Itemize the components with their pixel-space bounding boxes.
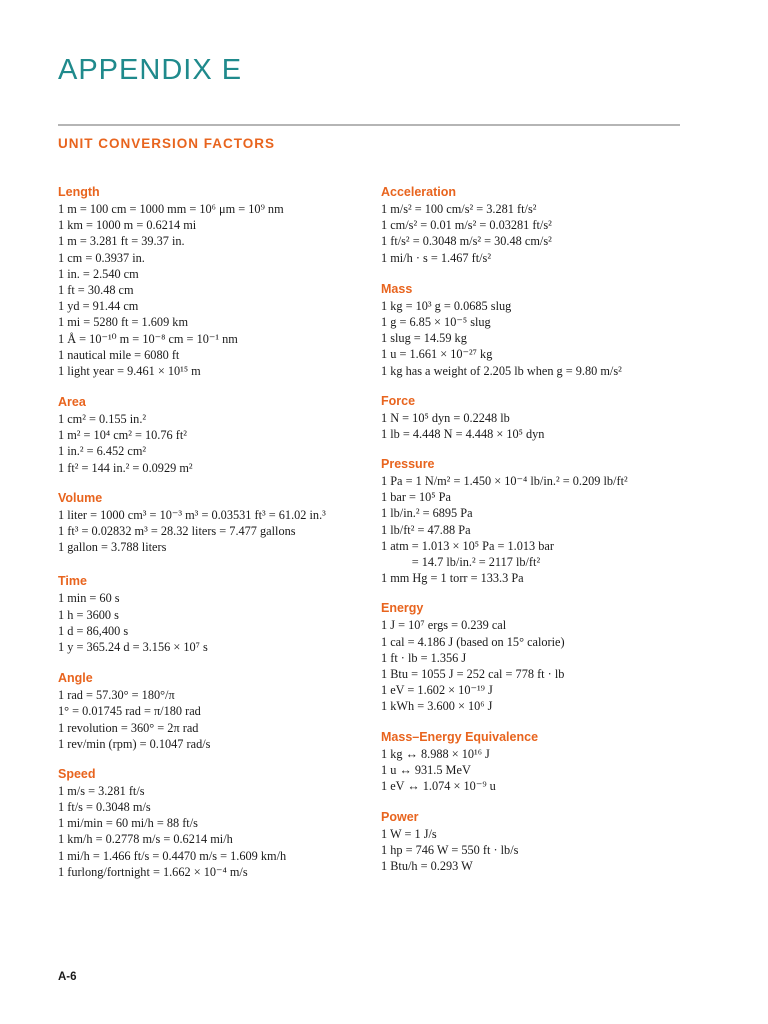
conversion-line: 1 cm = 0.3937 in. [58, 250, 145, 265]
conversion-line: 1 mm Hg = 1 torr = 133.3 Pa [381, 571, 524, 586]
conversion-line: 1 cm² = 0.155 in.² [58, 412, 147, 427]
conversion-line: 1 kg = 10³ g = 0.0685 slug [381, 298, 512, 313]
conversion-line: 1 ft/s² = 0.3048 m/s² = 30.48 cm/s² [381, 234, 552, 249]
conversion-line: 1 cal = 4.186 J (based on 15° calorie) [381, 634, 565, 649]
conversion-line: 1 nautical mile = 6080 ft [58, 347, 180, 362]
conversion-line: 1 kWh = 3.600 × 10⁶ J [381, 699, 493, 714]
section-energy [381, 600, 711, 714]
conversion-line: 1 yd = 91.44 cm [58, 299, 139, 314]
conversion-line: 1 Btu = 1055 J = 252 cal = 778 ft · lb [381, 666, 565, 681]
right-column [381, 184, 711, 875]
conversion-line: 1 g = 6.85 × 10⁻⁵ slug [381, 314, 491, 329]
section-force [381, 393, 711, 442]
conversion-line: 1 W = 1 J/s [381, 827, 437, 842]
conversion-line: 1 mi/h · s = 1.467 ft/s² [381, 250, 492, 265]
conversion-line: 1 m = 3.281 ft = 39.37 in. [58, 234, 185, 249]
section-volume [58, 490, 373, 556]
conversion-line: 1 rad = 57.30° = 180°/π [58, 688, 175, 703]
conversion-line: 1 y = 365.24 d = 3.156 × 10⁷ s [58, 639, 208, 654]
conversion-line: 1 min = 60 s [58, 591, 120, 606]
section-power [381, 809, 711, 875]
left-column [58, 184, 373, 880]
conversion-line: 1 revolution = 360° = 2π rad [58, 720, 199, 735]
conversion-line: 1 m/s² = 100 cm/s² = 3.281 ft/s² [381, 202, 537, 216]
conversion-line: 1 m² = 10⁴ cm² = 10.76 ft² [58, 428, 187, 443]
section-mass-energy-equivalence [381, 729, 711, 795]
conversion-line: 1 m = 100 cm = 1000 mm = 10⁶ μm = 10⁹ nm [58, 202, 284, 216]
section-heading: Speed [58, 766, 96, 781]
conversion-line: 1 light year = 9.461 × 10¹⁵ m [58, 363, 201, 378]
page-number: A-6 [58, 971, 77, 983]
conversion-line: 1 d = 86,400 s [58, 623, 129, 638]
conversion-line: 1 h = 3600 s [58, 607, 119, 622]
section-length [58, 184, 373, 379]
conversion-line: 1 ft/s = 0.3048 m/s [58, 800, 151, 815]
section-acceleration [381, 184, 711, 266]
conversion-line: 1 Btu/h = 0.293 W [381, 859, 473, 874]
section-angle [58, 670, 373, 752]
section-heading: Pressure [381, 457, 435, 472]
conversion-line: 1 in.² = 6.452 cm² [58, 444, 147, 459]
conversion-line: 1 lb/ft² = 47.88 Pa [381, 522, 471, 537]
conversion-line: 1 km/h = 0.2778 m/s = 0.6214 mi/h [58, 832, 233, 847]
conversion-line: 1 bar = 10⁵ Pa [381, 490, 451, 505]
conversion-line: 1 mi/min = 60 mi/h = 88 ft/s [58, 816, 198, 831]
section-heading: Volume [58, 490, 103, 505]
section-heading: Length [58, 185, 100, 199]
section-heading: Energy [381, 601, 424, 616]
conversion-line: 1 lb = 4.448 N = 4.448 × 10⁵ dyn [381, 426, 545, 441]
conversion-line: 1 ft² = 144 in.² = 0.0929 m² [58, 460, 193, 475]
title-divider [58, 124, 680, 126]
conversion-line: 1 kg has a weight of 2.205 lb when g = 9.80 m/s² [381, 363, 622, 378]
section-heading: Mass–Energy Equivalence [381, 729, 539, 744]
section-area [58, 394, 373, 476]
conversion-line: 1 ft = 30.48 cm [58, 282, 134, 297]
conversion-line: 1 cm/s² = 0.01 m/s² = 0.03281 ft/s² [381, 218, 552, 233]
section-heading: Mass [381, 281, 413, 296]
conversion-line: 1 slug = 14.59 kg [381, 331, 467, 346]
conversion-line: 1 rev/min (rpm) = 0.1047 rad/s [58, 736, 211, 751]
conversion-line: = 14.7 lb/in.² = 2117 lb/ft² [381, 555, 541, 569]
conversion-line: 1 N = 10⁵ dyn = 0.2248 lb [381, 410, 510, 425]
section-pressure [381, 456, 711, 586]
section-heading: Time [58, 574, 87, 589]
conversion-line: 1 gallon = 3.788 liters [58, 540, 167, 555]
conversion-line: 1 J = 10⁷ ergs = 0.239 cal [381, 618, 507, 633]
conversion-line: 1 eV ↔ 1.074 × 10⁻⁹ u [381, 778, 496, 793]
conversion-line: 1 hp = 746 W = 550 ft · lb/s [381, 843, 519, 858]
section-heading: Angle [58, 671, 93, 686]
section-heading: Power [381, 810, 419, 825]
conversion-line: 1 lb/in.² = 6895 Pa [381, 506, 473, 521]
conversion-line: 1 eV = 1.602 × 10⁻¹⁹ J [381, 683, 493, 698]
section-speed [58, 766, 373, 880]
section-mass [381, 281, 711, 379]
conversion-line: 1 ft³ = 0.02832 m³ = 28.32 liters = 7.477 gallons [58, 524, 296, 538]
page-title: APPENDIX E [58, 54, 243, 86]
section-heading: Force [381, 393, 416, 408]
conversion-line: 1° = 0.01745 rad = π/180 rad [58, 704, 201, 719]
section-heading: Acceleration [381, 185, 457, 199]
conversion-line: 1 furlong/fortnight = 1.662 × 10⁻⁴ m/s [58, 864, 248, 879]
conversion-line: 1 kg ↔ 8.988 × 10¹⁶ J [381, 746, 490, 761]
conversion-line: 1 u = 1.661 × 10⁻²⁷ kg [381, 347, 493, 362]
section-time [58, 573, 373, 655]
section-title: UNIT CONVERSION FACTORS [58, 136, 276, 151]
conversion-line: 1 in. = 2.540 cm [58, 266, 139, 281]
conversion-line: 1 liter = 1000 cm³ = 10⁻³ m³ = 0.03531 ft³ = 61.02 in.³ [58, 507, 326, 522]
conversion-line: 1 mi/h = 1.466 ft/s = 0.4470 m/s = 1.609 km/h [58, 848, 287, 863]
conversion-line: 1 mi = 5280 ft = 1.609 km [58, 315, 189, 330]
conversion-line: 1 Å = 10⁻¹⁰ m = 10⁻⁸ cm = 10⁻¹ nm [58, 331, 238, 346]
section-heading: Area [58, 395, 86, 410]
conversion-line: 1 u ↔ 931.5 MeV [381, 762, 471, 777]
conversion-line: 1 Pa = 1 N/m² = 1.450 × 10⁻⁴ lb/in.² = 0.209 lb/ft² [381, 474, 628, 489]
conversion-line: 1 km = 1000 m = 0.6214 mi [58, 218, 197, 233]
conversion-line: 1 m/s = 3.281 ft/s [58, 783, 145, 798]
conversion-line: 1 atm = 1.013 × 10⁵ Pa = 1.013 bar [381, 538, 554, 553]
conversion-line: 1 ft · lb = 1.356 J [381, 650, 467, 665]
